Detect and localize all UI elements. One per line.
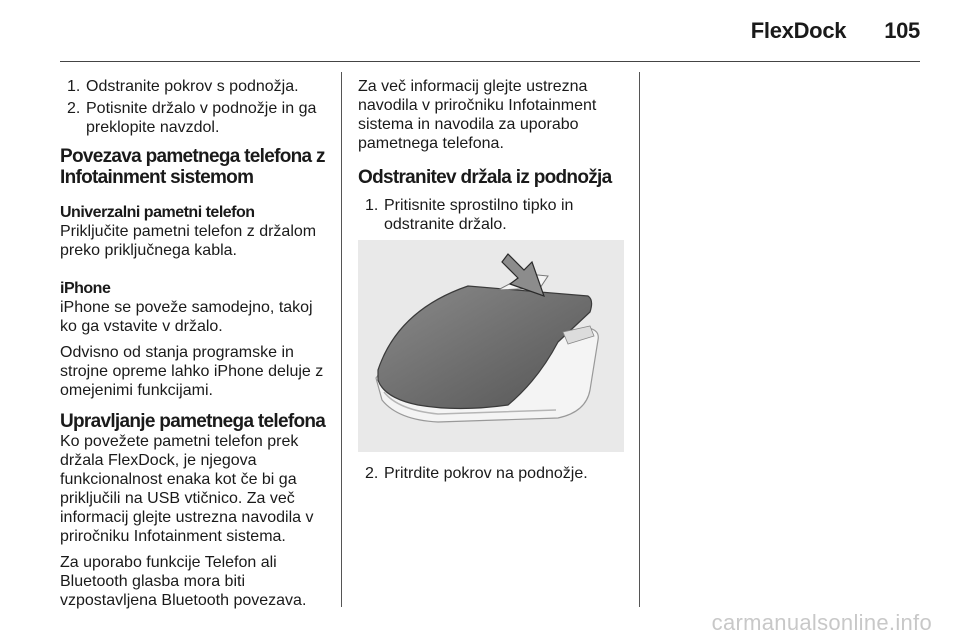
remove-steps-continued xyxy=(358,464,626,483)
intro-text: Za več informacij glejte ustrezna navodila v priročniku Infotainment sistema in navodila za uporabo pametnega telefona. xyxy=(358,78,597,152)
list-item: 2. Potisnite držalo v podnožje in ga preklopite navzdol. xyxy=(67,100,317,136)
heading-remove: Odstranitev držala iz podnožja xyxy=(358,167,612,188)
holder-removal-illustration xyxy=(358,240,624,452)
iphone-limitations-text: Odvisno od stanja programske in strojne opreme lahko iPhone deluje z omejenimi funkcijami. xyxy=(60,344,324,399)
subheading-iphone: iPhone xyxy=(60,280,111,297)
column-divider-left xyxy=(341,72,342,607)
column-divider-right xyxy=(639,72,640,607)
watermark: carmanualsonline.info xyxy=(711,610,932,635)
subheading-universal: Univerzalni pametni telefon xyxy=(60,204,255,221)
remove-steps xyxy=(358,196,626,234)
universal-text: Priključite pametni telefon z držalom preko priključnega kabla. xyxy=(60,223,317,259)
bluetooth-text: Za uporabo funkcije Telefon ali Bluetooth glasba mora biti vzpostavljena Bluetooth povezava. xyxy=(60,554,307,609)
chapter-title: FlexDock xyxy=(750,18,847,43)
list-item: 1. Odstranite pokrov s podnožja. xyxy=(67,78,299,95)
mount-steps xyxy=(60,77,328,137)
page-number: 105 xyxy=(884,18,920,43)
list-item: 1. Pritisnite sprostilno tipko in odstranite držalo. xyxy=(365,197,574,233)
left-column xyxy=(60,77,328,617)
middle-column xyxy=(358,77,626,486)
page-header xyxy=(751,18,920,44)
iphone-text: iPhone se poveže samodejno, takoj ko ga vstavite v držalo. xyxy=(60,299,313,335)
header-rule xyxy=(60,61,920,62)
operate-text: Ko povežete pametni telefon prek držala FlexDock, je njegova funkcionalnost enaka kot če bi ga priključili na USB vtičnico. Za več informacij glejte ustrezna navodila v priročniku Infotainment sistema. xyxy=(60,433,314,545)
list-item: 2. Pritrdite pokrov na podnožje. xyxy=(365,465,588,482)
heading-operate: Upravljanje pametnega telefona xyxy=(60,411,326,432)
heading-connect: Povezava pametnega telefona z Infotainment sistemom xyxy=(60,146,325,188)
